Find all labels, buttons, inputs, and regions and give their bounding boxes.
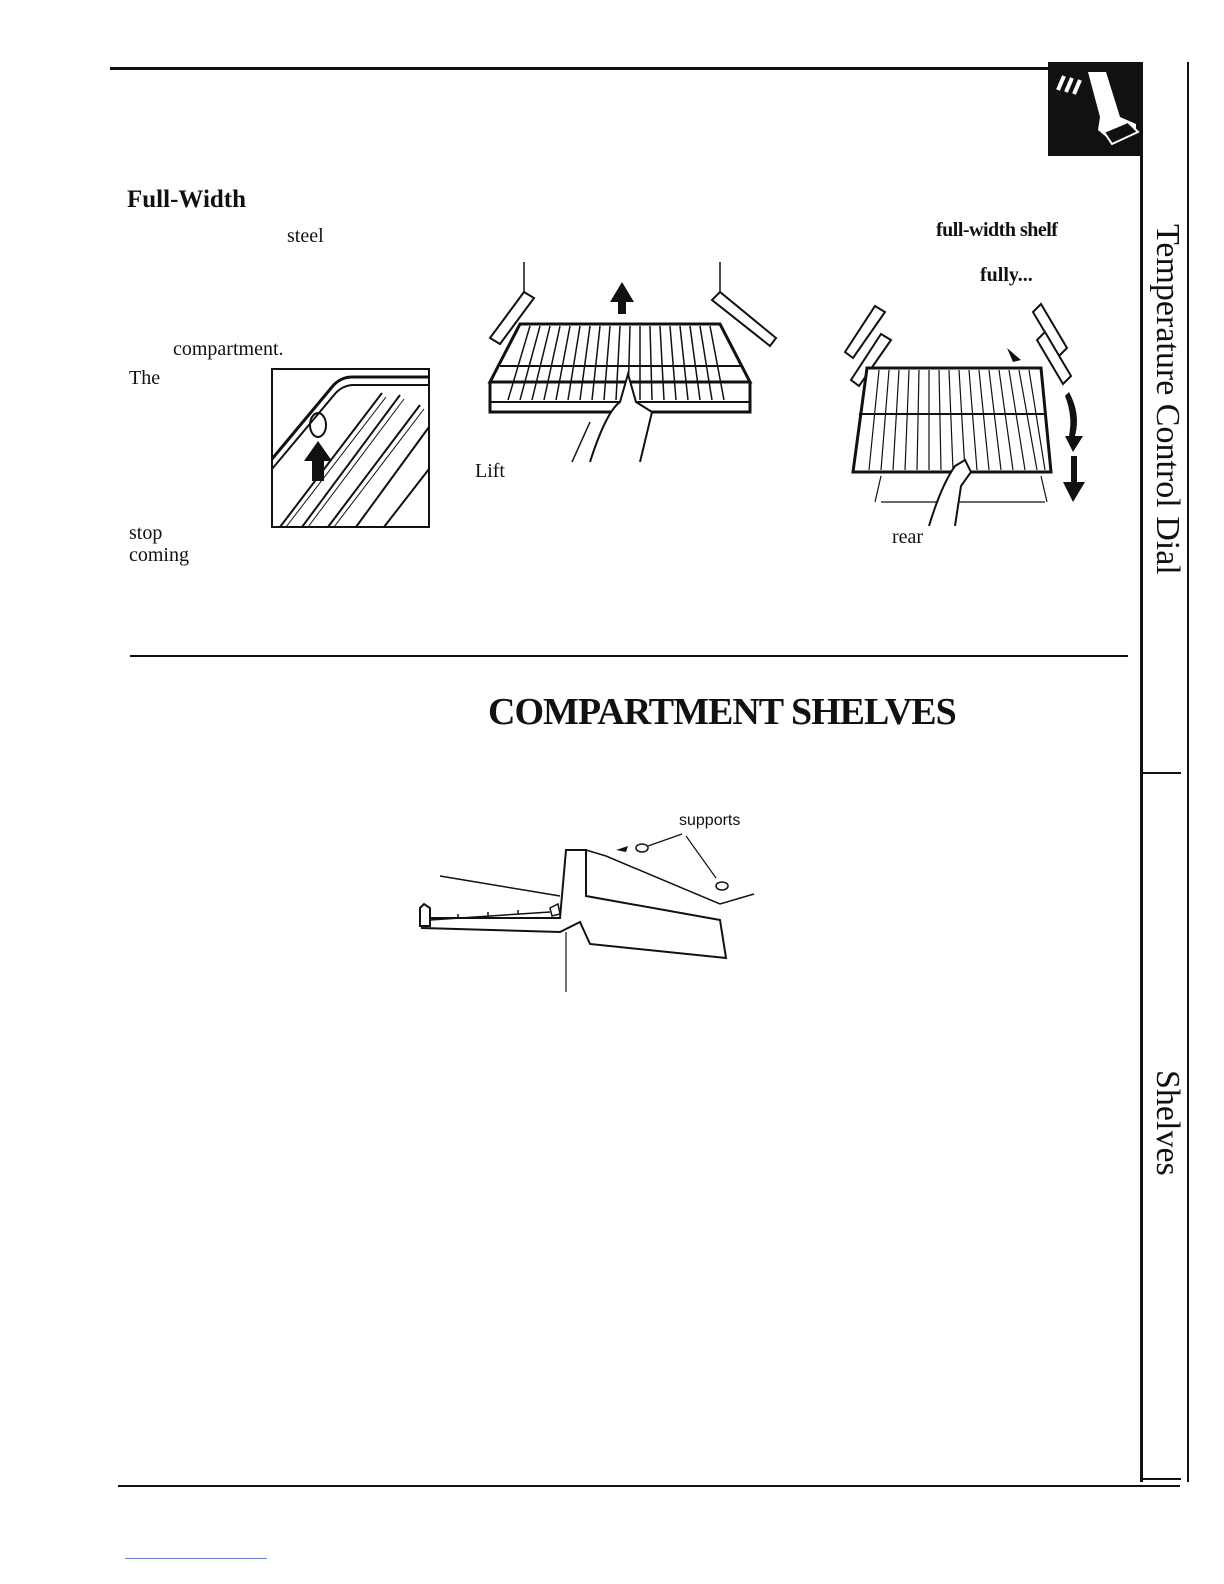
compartment-heading: COMPARTMENT SHELVES bbox=[488, 691, 956, 733]
section-heading: Full-Width bbox=[127, 186, 247, 213]
compartment-shelf-illustration bbox=[410, 830, 770, 1000]
hand-pressing-button-icon bbox=[1048, 62, 1142, 156]
word-compartment: compartment. bbox=[173, 338, 284, 360]
word-coming: coming bbox=[129, 544, 189, 566]
supports-label: supports bbox=[679, 812, 741, 829]
word-full-width-shelf: full-width shelf bbox=[936, 219, 1058, 241]
word-lift: Lift bbox=[475, 460, 505, 482]
tab-divider bbox=[1143, 772, 1181, 774]
shelf-stop-detail-illustration bbox=[272, 369, 430, 529]
top-rule bbox=[110, 67, 1140, 70]
word-rear: rear bbox=[892, 526, 924, 548]
word-fully: fully... bbox=[980, 264, 1033, 286]
lift-shelf-illustration bbox=[480, 262, 780, 462]
tilt-shelf-illustration bbox=[845, 296, 1095, 526]
tab-bottom-rule bbox=[1143, 1478, 1181, 1480]
tab-shelves[interactable]: Shelves bbox=[1149, 1070, 1186, 1176]
word-steel: steel bbox=[287, 225, 324, 247]
section-divider bbox=[130, 655, 1128, 657]
bottom-rule bbox=[118, 1485, 1180, 1487]
footer-line bbox=[125, 1558, 267, 1559]
outer-right-rule bbox=[1187, 62, 1189, 1482]
word-the: The bbox=[129, 367, 161, 389]
tab-temperature-control-dial[interactable]: Temperature Control Dial bbox=[1149, 224, 1186, 575]
word-stop: stop bbox=[129, 522, 163, 544]
